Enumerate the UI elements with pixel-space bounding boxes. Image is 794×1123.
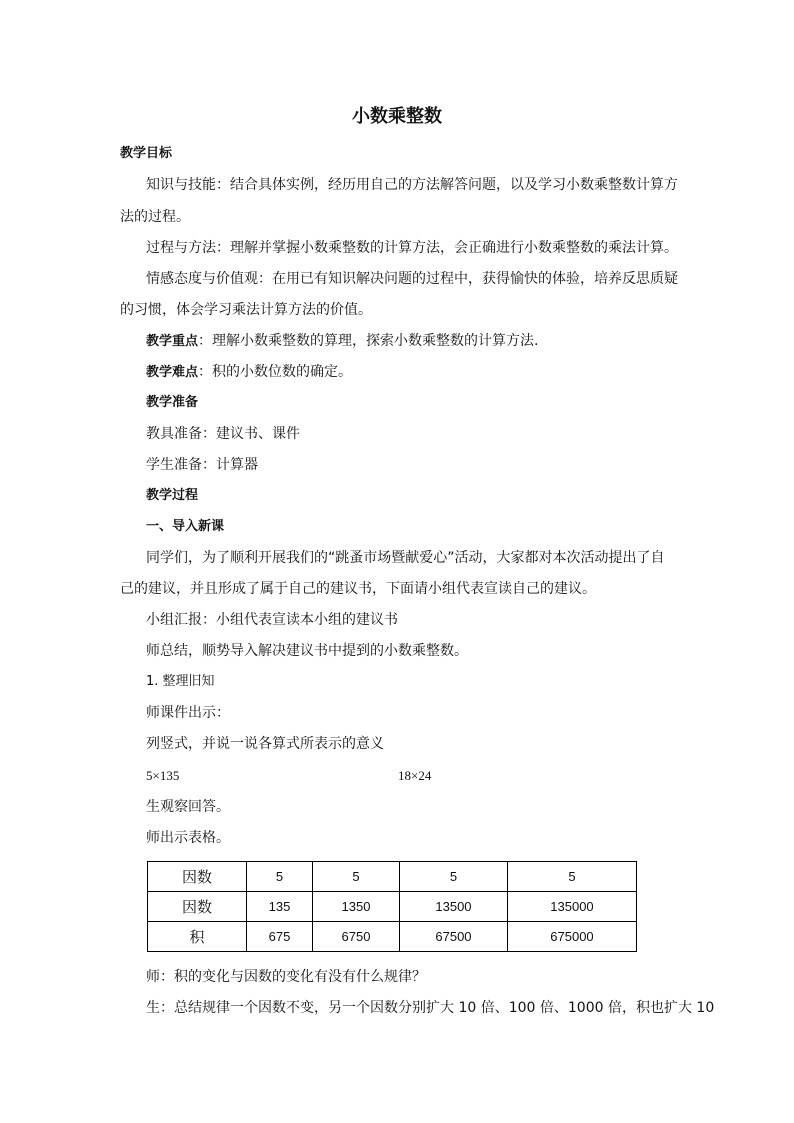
teacher-question: 师：积的变化与因数的变化有没有什么规律？ <box>146 969 426 985</box>
table-cell: 5 <box>247 862 313 892</box>
objectives-heading: 教学目标 <box>120 146 173 161</box>
key-point-text: ：理解小数乘整数的算理，探索小数乘整数的计算方法. <box>198 333 539 349</box>
row-label: 因数 <box>148 892 247 922</box>
difficulty-label: 教学难点 <box>146 365 199 380</box>
table-cell: 675 <box>247 922 313 952</box>
difficulty-text: ：积的小数位数的确定。 <box>198 364 353 380</box>
preparation-heading: 教学准备 <box>146 395 199 410</box>
table-cell: 1350 <box>312 892 399 922</box>
table-cell: 5 <box>507 862 636 892</box>
page-title: 小数乘整数 <box>352 106 442 127</box>
step-review-heading: 1. 整理旧知 <box>146 674 215 689</box>
expression-1: 5×135 <box>146 768 180 783</box>
show-table: 师出示表格。 <box>146 830 230 846</box>
objective-knowledge-line2: 法的过程。 <box>120 209 190 225</box>
student-answer: 生：总结规律一个因数不变，另一个因数分别扩大 10 倍、100 倍、1000 倍，积也扩大 10 <box>146 1000 715 1016</box>
teacher-summary: 师总结，顺势导入解决建议书中提到的小数乘整数。 <box>146 643 468 659</box>
table-cell: 135 <box>247 892 313 922</box>
table-cell: 5 <box>312 862 399 892</box>
intro-paragraph-line2: 己的建议，并且形成了属于自己的建议书，下面请小组代表宣读自己的建议。 <box>120 581 596 597</box>
table-row <box>148 892 637 922</box>
table-cell: 5 <box>399 862 507 892</box>
intro-paragraph-line1: 同学们，为了顺利开展我们的“跳蚤市场暨献爱心”活动，大家都对本次活动提出了自 <box>146 550 665 566</box>
table-cell: 67500 <box>399 922 507 952</box>
objective-process: 过程与方法：理解并掌握小数乘整数的计算方法，会正确进行小数乘整数的乘法计算。 <box>146 240 678 256</box>
objective-knowledge-line1: 知识与技能：结合具体实例，经历用自己的方法解答问题，以及学习小数乘整数计算方 <box>146 177 678 193</box>
group-report: 小组汇报：小组代表宣读本小组的建议书 <box>146 612 398 628</box>
table-row <box>148 862 637 892</box>
objective-attitude-line2: 的习惯，体会学习乘法计算方法的价值。 <box>120 302 372 318</box>
vertical-instruction: 列竖式，并说一说各算式所表示的意义 <box>146 736 384 752</box>
process-heading: 教学过程 <box>146 488 199 503</box>
observe-answer: 生观察回答。 <box>146 799 230 815</box>
row-label: 积 <box>148 922 247 952</box>
key-point-label: 教学重点 <box>146 334 199 349</box>
expression-2: 18×24 <box>398 768 432 783</box>
difficulty-point <box>146 362 706 383</box>
intro-heading: 一、导入新课 <box>146 519 225 534</box>
key-point <box>146 331 706 352</box>
table-cell: 13500 <box>399 892 507 922</box>
table-cell: 135000 <box>507 892 636 922</box>
factor-product-table <box>147 861 637 952</box>
table-cell: 6750 <box>312 922 399 952</box>
row-label: 因数 <box>148 862 247 892</box>
courseware-display: 师课件出示： <box>146 705 230 721</box>
objective-attitude-line1: 情感态度与价值观：在用已有知识解决问题的过程中，获得愉快的体验，培养反思质疑 <box>146 271 678 287</box>
table-row <box>148 922 637 952</box>
student-preparation: 学生准备：计算器 <box>146 457 258 473</box>
teacher-preparation: 教具准备：建议书、课件 <box>146 426 300 442</box>
table-cell: 675000 <box>507 922 636 952</box>
